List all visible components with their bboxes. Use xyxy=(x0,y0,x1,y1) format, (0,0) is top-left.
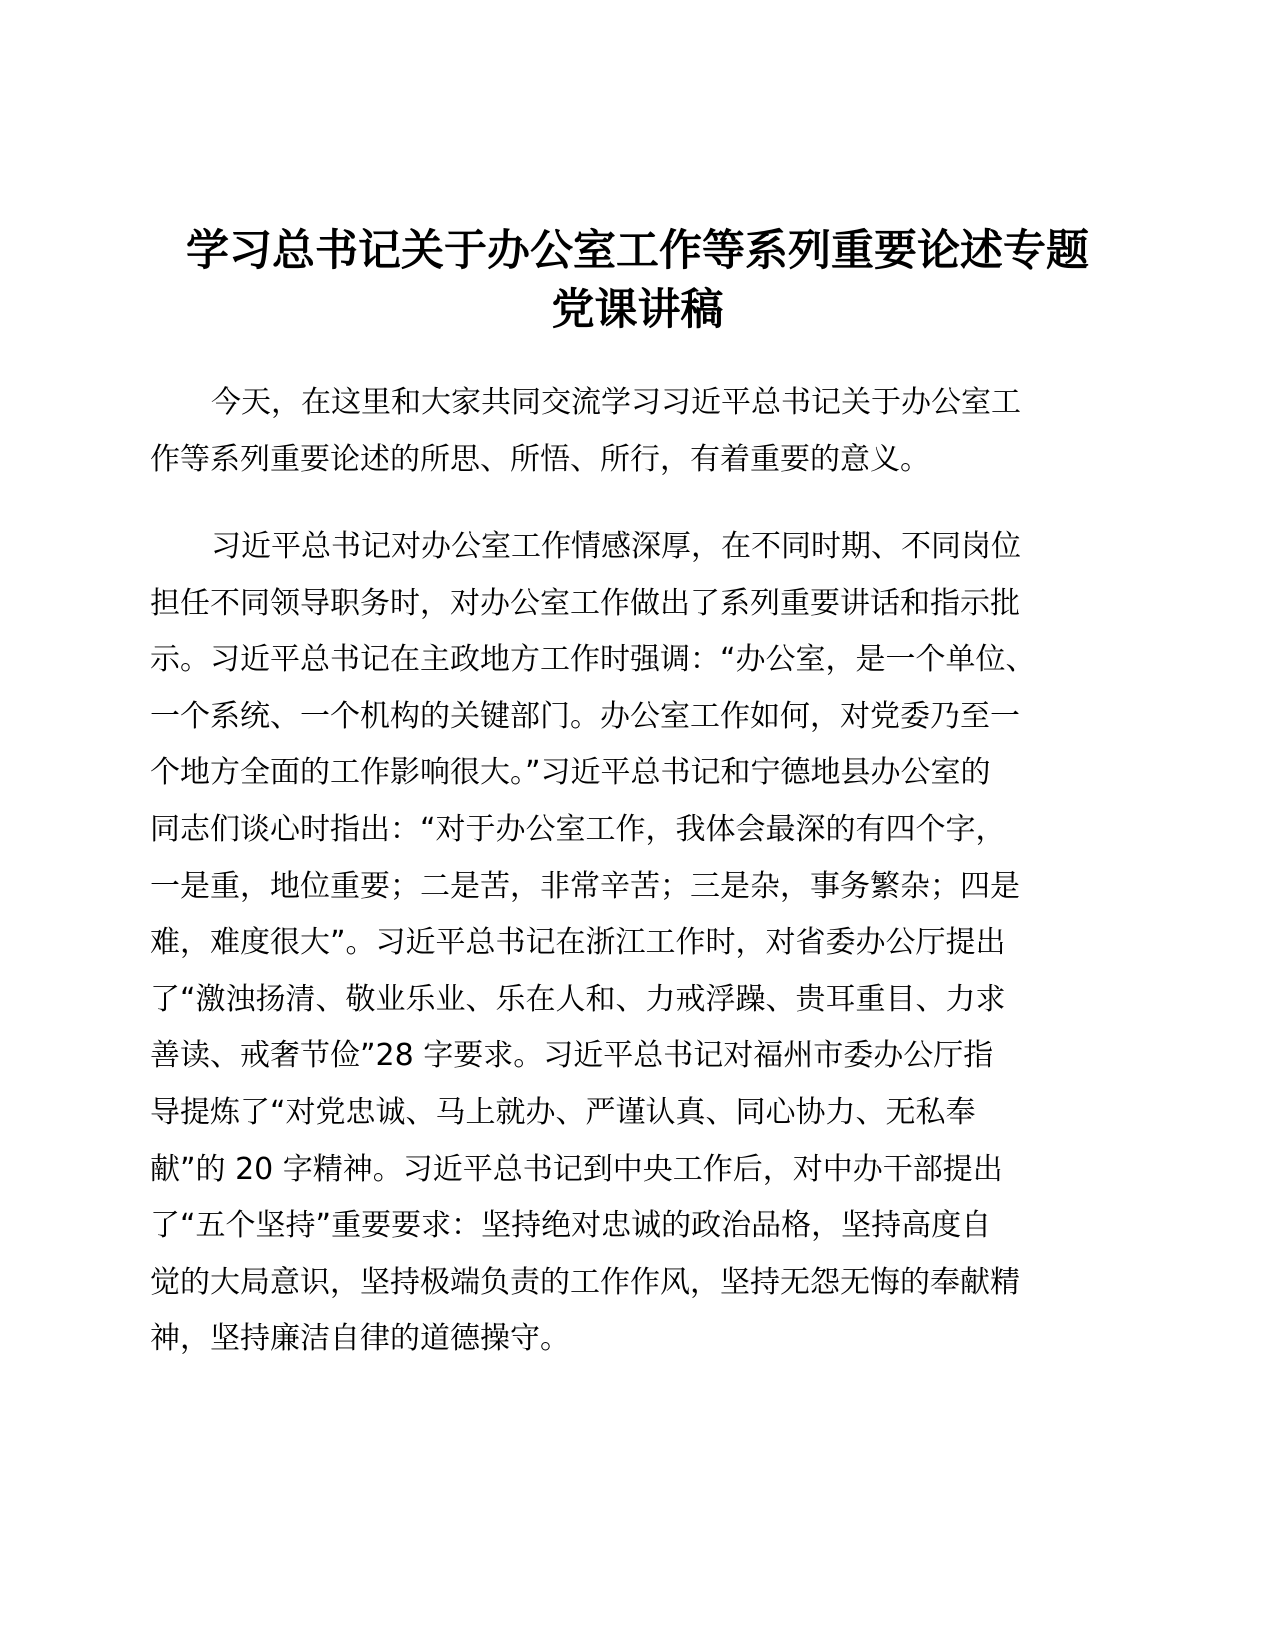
paragraph-line: 担任不同领导职务时，对办公室工作做出了系列重要讲话和指示批 xyxy=(150,585,1020,621)
paragraph-line: 今天，在这里和大家共同交流学习习近平总书记关于办公室工 xyxy=(211,385,1021,420)
paragraph-line: 同志们谈心时指出：“对于办公室工作，我体会最深的有四个字， xyxy=(150,811,1006,847)
paragraph-line: 了“五个坚持”重要要求：坚持绝对忠诚的政治品格，坚持高度自 xyxy=(150,1208,992,1244)
paragraph-intro xyxy=(150,375,1140,488)
paragraph-line: 善读、戒奢节俭”28 字要求。习近平总书记对福州市委办公厅指 xyxy=(150,1038,994,1074)
paragraph-line: 了“激浊扬清、敬业乐业、乐在人和、力戒浮躁、贵耳重目、力求 xyxy=(150,981,1006,1017)
paragraph-line: 难，难度很大”。习近平总书记在浙江工作时，对省委办公厅提出 xyxy=(150,925,1006,961)
title-line-2: 党课讲稿 xyxy=(551,285,724,335)
paragraph-line: 觉的大局意识，坚持极端负责的工作作风，坚持无怨无悔的奉献精 xyxy=(150,1264,1020,1300)
paragraph-line: 个地方全面的工作影响很大。”习近平总书记和宁德地县办公室的 xyxy=(150,755,991,791)
paragraph-line: 导提炼了“对党忠诚、马上就办、严谨认真、同心协力、无私奉 xyxy=(150,1094,976,1130)
paragraph-line: 一是重，地位重要；二是苦，非常辛苦；三是杂，事务繁杂；四是 xyxy=(150,868,1020,904)
paragraph-line: 作等系列重要论述的所思、所悟、所行，有着重要的意义。 xyxy=(150,441,930,477)
paragraph-body xyxy=(150,519,1140,1368)
paragraph-line: 习近平总书记对办公室工作情感深厚，在不同时期、不同岗位 xyxy=(211,529,1021,564)
paragraph-line: 献”的 20 字精神。习近平总书记到中央工作后，对中办干部提出 xyxy=(150,1151,1003,1187)
paragraph-line: 一个系统、一个机构的关键部门。办公室工作如何，对党委乃至一 xyxy=(150,698,1020,734)
document-title xyxy=(145,222,1130,340)
paragraph-line: 示。习近平总书记在主政地方工作时强调：“办公室，是一个单位、 xyxy=(150,642,1036,678)
title-line-1: 学习总书记关于办公室工作等系列重要论述专题 xyxy=(186,226,1089,276)
paragraph-line: 神，坚持廉洁自律的道德操守。 xyxy=(150,1321,570,1357)
